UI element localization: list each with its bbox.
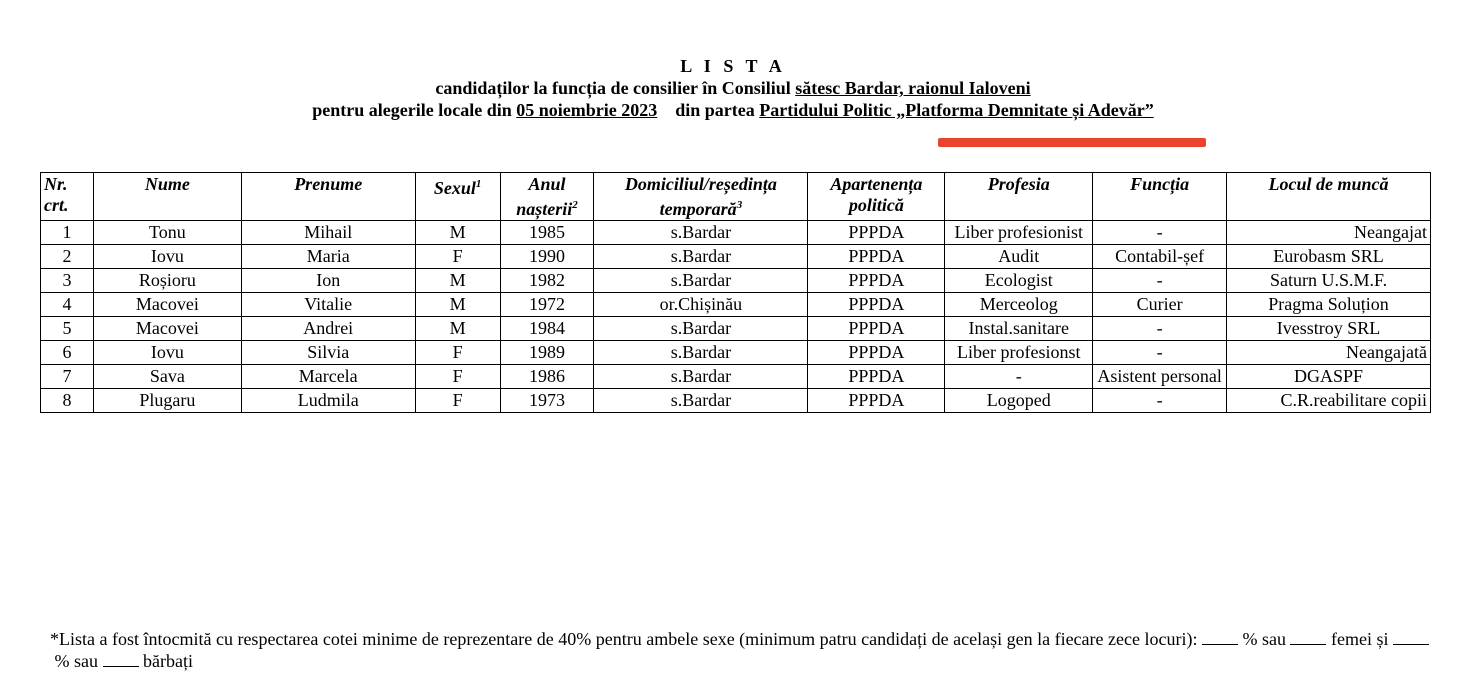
cell-locul: C.R.reabilitare copii	[1227, 389, 1431, 413]
blank-men-count	[103, 651, 139, 667]
cell-functia: -	[1093, 221, 1227, 245]
cell-partid: PPPDA	[808, 365, 945, 389]
cell-nume: Tonu	[93, 221, 241, 245]
header-locul: Locul de muncă	[1227, 173, 1431, 221]
cell-functia: Contabil-șef	[1093, 245, 1227, 269]
cell-sex: M	[415, 269, 500, 293]
header-sexul	[415, 173, 500, 221]
cell-anul: 1972	[500, 293, 594, 317]
table-row	[41, 293, 1431, 317]
cell-sex: F	[415, 245, 500, 269]
cell-functia: Asistent personal	[1093, 365, 1227, 389]
cell-prenume: Mihail	[241, 221, 415, 245]
cell-locul: Pragma Soluțion	[1227, 293, 1431, 317]
cell-nr: 4	[41, 293, 94, 317]
header-functia: Funcția	[1093, 173, 1227, 221]
cell-anul: 1982	[500, 269, 594, 293]
cell-nr: 8	[41, 389, 94, 413]
cell-anul: 1989	[500, 341, 594, 365]
cell-locul: Saturn U.S.M.F.	[1227, 269, 1431, 293]
header-nr: Nr. crt.	[41, 173, 94, 221]
header-line-council	[0, 77, 1466, 99]
footnote-part4: bărbați	[138, 651, 193, 671]
blank-men-percent	[1393, 629, 1429, 645]
table-row	[41, 317, 1431, 341]
cell-profesia: Instal.sanitare	[945, 317, 1093, 341]
cell-locul: Neangajat	[1227, 221, 1431, 245]
cell-partid: PPPDA	[808, 221, 945, 245]
cell-nr: 3	[41, 269, 94, 293]
table-header-row	[41, 173, 1431, 221]
cell-sex: M	[415, 221, 500, 245]
footnote-text: *Lista a fost întocmită cu respectarea cotei minime de reprezentare de 40% pentru ambele sexe (minimum patru candidați de același gen la fiecare zece locuri):	[50, 629, 1202, 649]
cell-partid: PPPDA	[808, 245, 945, 269]
header-sexul-footnote: 1	[475, 178, 482, 190]
cell-locul: Ivesstroy SRL	[1227, 317, 1431, 341]
cell-nume: Plugaru	[93, 389, 241, 413]
header-domiciliu-label: Domiciliul/reședința temporară	[624, 174, 777, 219]
header-domiciliu	[594, 173, 808, 221]
cell-functia: -	[1093, 341, 1227, 365]
cell-domiciliu: s.Bardar	[594, 317, 808, 341]
cell-locul: Neangajată	[1227, 341, 1431, 365]
cell-nume: Macovei	[93, 293, 241, 317]
cell-locul: DGASPF	[1227, 365, 1431, 389]
table-row	[41, 341, 1431, 365]
cell-partid: PPPDA	[808, 269, 945, 293]
cell-prenume: Ion	[241, 269, 415, 293]
document-header	[0, 55, 1466, 121]
cell-functia: -	[1093, 269, 1227, 293]
header-profesia: Profesia	[945, 173, 1093, 221]
header-election-date: 05 noiembrie 2023	[516, 100, 658, 120]
cell-functia: -	[1093, 389, 1227, 413]
cell-profesia: Audit	[945, 245, 1093, 269]
header-prenume: Prenume	[241, 173, 415, 221]
cell-functia: Curier	[1093, 293, 1227, 317]
header-nume: Nume	[93, 173, 241, 221]
cell-sex: M	[415, 293, 500, 317]
cell-sex: F	[415, 341, 500, 365]
cell-domiciliu: or.Chișinău	[594, 293, 808, 317]
cell-prenume: Marcela	[241, 365, 415, 389]
header-apartenenta: Apartenența politică	[808, 173, 945, 221]
table-row	[41, 365, 1431, 389]
cell-nume: Roșioru	[93, 269, 241, 293]
footnote-part2: femei și	[1326, 629, 1393, 649]
header-election-prefix: pentru alegerile locale din	[312, 100, 517, 120]
table-row	[41, 245, 1431, 269]
cell-partid: PPPDA	[808, 317, 945, 341]
cell-anul: 1984	[500, 317, 594, 341]
cell-nume: Macovei	[93, 317, 241, 341]
cell-profesia: Liber profesionst	[945, 341, 1093, 365]
blank-women-percent	[1202, 629, 1238, 645]
header-party-name: Partidului Politic „Platforma Demnitate și Adevăr”	[759, 100, 1154, 120]
cell-domiciliu: s.Bardar	[594, 389, 808, 413]
cell-profesia: Ecologist	[945, 269, 1093, 293]
cell-nume: Sava	[93, 365, 241, 389]
cell-prenume: Vitalie	[241, 293, 415, 317]
cell-profesia: Liber profesionist	[945, 221, 1093, 245]
cell-prenume: Silvia	[241, 341, 415, 365]
footnote-part1: % sau	[1237, 629, 1291, 649]
cell-anul: 1990	[500, 245, 594, 269]
cell-anul: 1985	[500, 221, 594, 245]
cell-nr: 5	[41, 317, 94, 341]
header-council-name: sătesc Bardar, raionul Ialoveni	[795, 78, 1031, 98]
header-line-election	[0, 99, 1466, 121]
cell-nr: 6	[41, 341, 94, 365]
red-highlight-bar	[938, 138, 1206, 147]
cell-anul: 1973	[500, 389, 594, 413]
cell-functia: -	[1093, 317, 1227, 341]
cell-anul: 1986	[500, 365, 594, 389]
cell-nr: 1	[41, 221, 94, 245]
cell-domiciliu: s.Bardar	[594, 365, 808, 389]
cell-partid: PPPDA	[808, 341, 945, 365]
cell-nume: Iovu	[93, 245, 241, 269]
cell-nr: 2	[41, 245, 94, 269]
cell-partid: PPPDA	[808, 389, 945, 413]
cell-prenume: Maria	[241, 245, 415, 269]
cell-sex: F	[415, 389, 500, 413]
header-sexul-label: Sexul	[433, 178, 476, 198]
cell-prenume: Ludmila	[241, 389, 415, 413]
cell-profesia: Logoped	[945, 389, 1093, 413]
cell-domiciliu: s.Bardar	[594, 245, 808, 269]
header-anul	[500, 173, 594, 221]
cell-nr: 7	[41, 365, 94, 389]
cell-domiciliu: s.Bardar	[594, 269, 808, 293]
cell-nume: Iovu	[93, 341, 241, 365]
document-title: L I S T A	[680, 56, 786, 76]
header-anul-label: Anul nașterii	[516, 174, 573, 219]
cell-domiciliu: s.Bardar	[594, 221, 808, 245]
header-anul-footnote: 2	[572, 199, 578, 211]
header-council-prefix: candidaților la funcția de consilier în Consiliul	[435, 78, 796, 98]
cell-profesia: -	[945, 365, 1093, 389]
header-election-mid: din partea	[657, 100, 760, 120]
cell-domiciliu: s.Bardar	[594, 341, 808, 365]
quota-footnote	[50, 628, 1450, 672]
table-row	[41, 221, 1431, 245]
cell-sex: F	[415, 365, 500, 389]
cell-prenume: Andrei	[241, 317, 415, 341]
cell-profesia: Merceolog	[945, 293, 1093, 317]
blank-women-count	[1290, 629, 1326, 645]
table-row	[41, 269, 1431, 293]
footnote-part3: % sau	[50, 651, 103, 671]
cell-partid: PPPDA	[808, 293, 945, 317]
cell-sex: M	[415, 317, 500, 341]
cell-locul: Eurobasm SRL	[1227, 245, 1431, 269]
table-row	[41, 389, 1431, 413]
header-domiciliu-footnote: 3	[736, 199, 743, 211]
candidates-table	[40, 172, 1431, 413]
